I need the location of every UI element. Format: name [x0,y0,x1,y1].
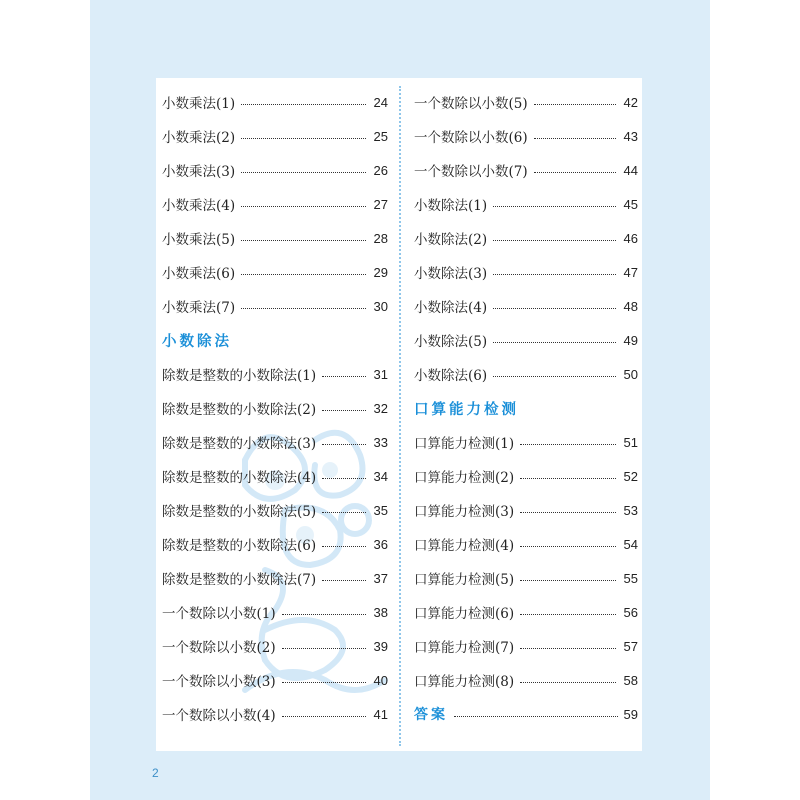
dot-leader [534,171,616,173]
toc-entry-label: 除数是整数的小数除法(7) [162,572,317,588]
toc-entry[interactable] [162,561,388,595]
toc-entry-label: 小数乘法(4) [162,198,236,214]
dot-leader [520,579,616,581]
dot-leader [493,375,616,377]
toc-entry-label: 除数是整数的小数除法(2) [162,402,317,418]
toc-entry[interactable] [414,629,638,663]
toc-entry[interactable] [414,119,638,153]
toc-entry-label: 小数除法(4) [414,300,488,316]
dot-leader [322,375,366,377]
dot-leader [534,137,616,139]
toc-entry[interactable] [414,425,638,459]
toc-entry-page-number: 32 [373,400,388,416]
toc-entry-label: 口算能力检测(2) [414,470,515,486]
dot-leader [493,239,616,241]
toc-entry[interactable] [414,289,638,323]
dot-leader [520,545,616,547]
toc-entry-label: 口算能力检测(8) [414,674,515,690]
toc-entry-page-number: 26 [373,162,388,178]
toc-entry-page-number: 49 [623,332,638,348]
toc-entry-page-number: 24 [373,94,388,110]
toc-entry[interactable] [162,595,388,629]
dot-leader [520,443,616,445]
toc-entry-label: 一个数除以小数(1) [162,606,276,622]
toc-entry-label: 口算能力检测(3) [414,504,515,520]
toc-entry[interactable] [414,663,638,697]
toc-entry-page-number: 31 [373,366,388,382]
toc-entry-label: 口算能力检测(4) [414,538,515,554]
toc-entry-page-number: 42 [623,94,638,110]
toc-entry-page-number: 37 [373,570,388,586]
toc-entry[interactable] [414,595,638,629]
toc-entry-page-number: 58 [623,672,638,688]
column-divider [399,86,401,746]
dot-leader [282,647,366,649]
toc-entry[interactable] [162,255,388,289]
toc-entry[interactable] [162,119,388,153]
toc-entry-page-number: 55 [623,570,638,586]
toc-entry-page-number: 50 [623,366,638,382]
dot-leader [282,681,366,683]
dot-leader [282,613,366,615]
toc-entry-label: 一个数除以小数(3) [162,674,276,690]
toc-entry-page-number: 46 [623,230,638,246]
toc-entry-page-number: 47 [623,264,638,280]
toc-entry-label: 一个数除以小数(4) [162,708,276,724]
toc-entry-label: 小数除法(1) [414,198,488,214]
section-title-mental-math: 口算能力检测 [414,401,519,418]
toc-entry-page-number: 30 [373,298,388,314]
dot-leader [241,171,366,173]
toc-entry[interactable] [414,493,638,527]
toc-entry-page-number: 53 [623,502,638,518]
dot-leader [493,205,616,207]
dot-leader [454,716,618,717]
toc-entry-page-number: 45 [623,196,638,212]
toc-entry-label: 小数除法(6) [414,368,488,384]
toc-entry[interactable] [162,357,388,391]
toc-entry-page-number: 43 [623,128,638,144]
toc-entry-label: 小数除法(2) [414,232,488,248]
section-title-decimal-division: 小数除法 [162,333,232,350]
toc-entry-label: 小数乘法(6) [162,266,236,282]
toc-entry-page-number: 57 [623,638,638,654]
dot-leader [241,137,366,139]
toc-entry-label: 除数是整数的小数除法(6) [162,538,317,554]
dot-leader [493,307,616,309]
dot-leader [322,511,366,513]
toc-entry-page-number: 28 [373,230,388,246]
toc-entry[interactable] [414,527,638,561]
dot-leader [520,511,616,513]
toc-entry-label: 一个数除以小数(2) [162,640,276,656]
toc-entry-label: 除数是整数的小数除法(3) [162,436,317,452]
toc-entry-label: 小数乘法(5) [162,232,236,248]
toc-entry[interactable] [162,153,388,187]
dot-leader [322,409,366,411]
answers-label: 答案 [414,707,448,723]
dot-leader [322,477,366,479]
toc-entry[interactable] [414,221,638,255]
toc-entry-page-number: 25 [373,128,388,144]
answers-page-number: 59 [623,706,638,722]
dot-leader [322,443,366,445]
toc-left-column [162,85,388,731]
toc-entry-page-number: 41 [373,706,388,722]
toc-entry-label: 小数除法(3) [414,266,488,282]
toc-entry-page-number: 54 [623,536,638,552]
footer-page-number: 2 [152,766,159,780]
toc-entry-page-number: 36 [373,536,388,552]
toc-right-column [414,85,638,731]
dot-leader [241,239,366,241]
toc-entry[interactable] [414,153,638,187]
toc-entry-label: 小数乘法(3) [162,164,236,180]
dot-leader [241,103,366,105]
dot-leader [534,103,616,105]
toc-entry-label: 除数是整数的小数除法(4) [162,470,317,486]
toc-entry[interactable] [414,459,638,493]
toc-entry-label: 口算能力检测(5) [414,572,515,588]
toc-entry-page-number: 40 [373,672,388,688]
toc-entry[interactable] [162,663,388,697]
dot-leader [520,477,616,479]
toc-entry[interactable] [414,561,638,595]
toc-entry-page-number: 51 [623,434,638,450]
toc-entry[interactable] [414,187,638,221]
toc-entry[interactable] [162,493,388,527]
dot-leader [520,681,616,683]
toc-entry[interactable] [414,323,638,357]
toc-entry-page-number: 33 [373,434,388,450]
toc-entry[interactable] [162,527,388,561]
toc-entry[interactable] [162,221,388,255]
toc-entry-label: 除数是整数的小数除法(1) [162,368,317,384]
toc-entry-label: 小数乘法(2) [162,130,236,146]
toc-entry-label: 小数乘法(1) [162,96,236,112]
toc-entry-page-number: 29 [373,264,388,280]
toc-entry[interactable] [162,391,388,425]
toc-entry[interactable] [162,629,388,663]
dot-leader [241,205,366,207]
toc-entry[interactable] [414,255,638,289]
toc-entry-label: 口算能力检测(1) [414,436,515,452]
dot-leader [322,579,366,581]
toc-entry-page-number: 44 [623,162,638,178]
toc-entry-page-number: 52 [623,468,638,484]
toc-entry-label: 口算能力检测(6) [414,606,515,622]
toc-entry-answers[interactable] [414,697,638,731]
toc-entry-label: 除数是整数的小数除法(5) [162,504,317,520]
toc-entry[interactable] [162,85,388,119]
toc-entry[interactable] [414,357,638,391]
toc-entry-label: 口算能力检测(7) [414,640,515,656]
dot-leader [241,307,366,309]
toc-entry[interactable] [162,187,388,221]
toc-entry-page-number: 34 [373,468,388,484]
toc-entry[interactable] [162,697,388,731]
dot-leader [241,273,366,275]
dot-leader [282,715,366,717]
toc-entry-page-number: 39 [373,638,388,654]
toc-entry-page-number: 38 [373,604,388,620]
dot-leader [493,341,616,343]
dot-leader [520,647,616,649]
toc-entry-page-number: 35 [373,502,388,518]
toc-entry-label: 一个数除以小数(6) [414,130,528,146]
dot-leader [520,613,616,615]
toc-entry[interactable] [162,425,388,459]
toc-entry[interactable] [414,85,638,119]
toc-entry-page-number: 27 [373,196,388,212]
toc-entry-page-number: 56 [623,604,638,620]
toc-entry[interactable] [162,289,388,323]
toc-entry-label: 小数乘法(7) [162,300,236,316]
dot-leader [493,273,616,275]
dot-leader [322,545,366,547]
toc-entry[interactable] [162,459,388,493]
toc-entry-label: 小数除法(5) [414,334,488,350]
toc-entry-label: 一个数除以小数(7) [414,164,528,180]
toc-entry-page-number: 48 [623,298,638,314]
toc-entry-label: 一个数除以小数(5) [414,96,528,112]
